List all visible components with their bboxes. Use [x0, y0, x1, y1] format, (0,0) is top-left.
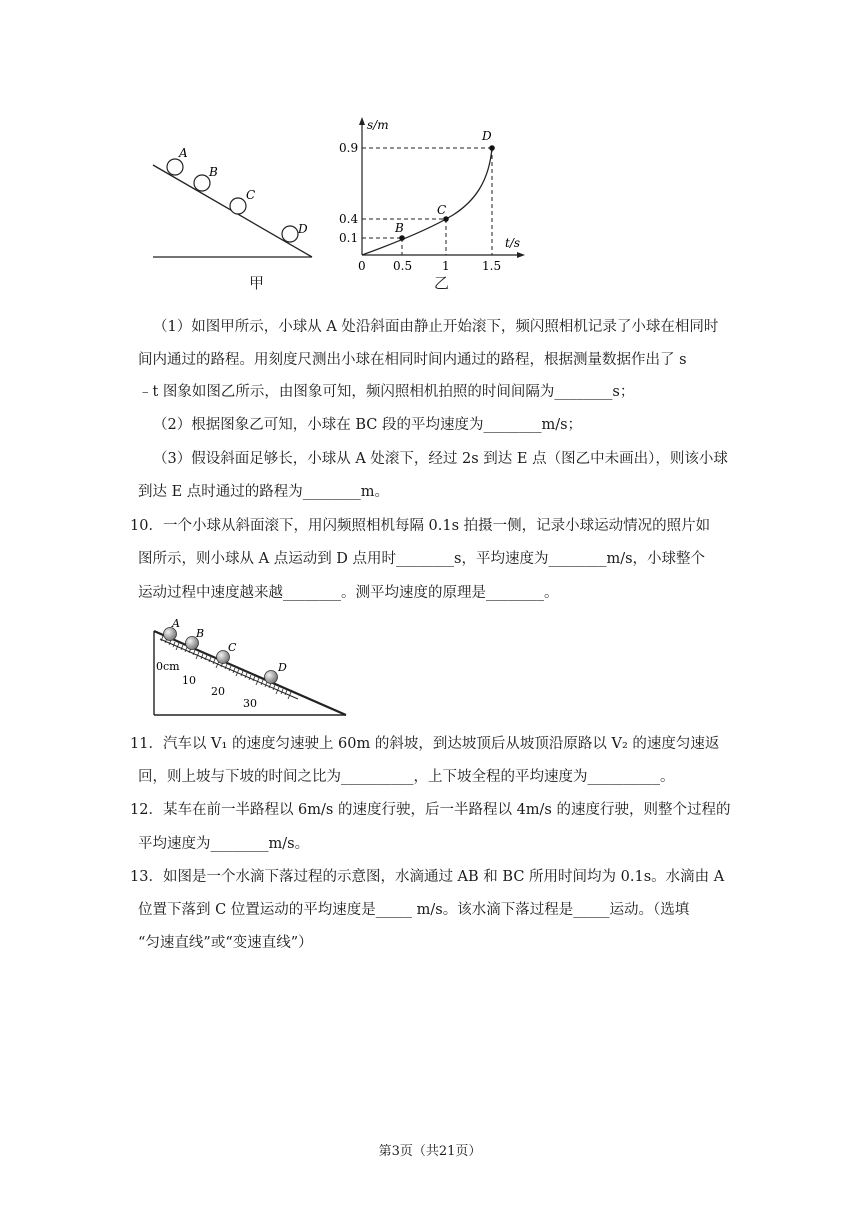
x-tick-1-5: 1.5: [482, 259, 502, 273]
figure-yi-graph: [335, 115, 525, 275]
q10-line2: 图所示，则小球从 A 点运动到 D 点用时________s，平均速度为________m/s，小球整个: [138, 551, 706, 567]
x-axis-label: t/s: [505, 236, 521, 250]
caption-yi: 乙: [434, 274, 450, 292]
point-b: [399, 235, 405, 241]
q10-ball-d: [265, 671, 278, 684]
q13-line1: 13．如图是一个水滴下落过程的示意图，水滴通过 AB 和 BC 所用时间均为 0.1s。水滴由 A: [130, 869, 725, 885]
y-tick-0-9: 0.9: [339, 141, 359, 155]
page-footer: 第3页（共21页）: [378, 1144, 482, 1159]
point-d-label: D: [482, 129, 492, 143]
q10-line1: 10．一个小球从斜面滚下，用闪频照相机每隔 0.1s 拍摄一侧，记录小球运动情况的照片如: [130, 518, 711, 534]
q10-line3: 运动过程中速度越来越________。测平均速度的原理是________。: [138, 585, 559, 601]
point-b-label: B: [395, 221, 404, 235]
q11-line1: 11．汽车以 V₁ 的速度匀速驶上 60m 的斜坡，到达坡顶后从坡顶沿原路以 V₂ 的速度匀速返: [130, 736, 720, 752]
ball-c: [230, 198, 246, 214]
ball-d: [282, 226, 298, 242]
label-c: C: [246, 188, 256, 202]
q10-label-b: B: [196, 627, 205, 640]
q10-label-a: A: [172, 617, 180, 630]
point-d: [489, 145, 495, 151]
q9-part3-line2: 到达 E 点时通过的路程为________m。: [138, 484, 390, 500]
q9-part2: （2）根据图象乙可知，小球在 BC 段的平均速度为________m/s；: [153, 417, 583, 433]
q9-part1-line2: 间内通过的路程。用刻度尺测出小球在相同时间内通过的路程，根据测量数据作出了 s: [138, 352, 687, 368]
y-tick-0-4: 0.4: [339, 212, 359, 226]
point-c-label: C: [437, 203, 447, 217]
label-a: A: [179, 146, 188, 160]
q12-line2: 平均速度为________m/s。: [138, 836, 310, 852]
q10-label-c: C: [228, 641, 237, 654]
q9-part3-line1: （3）假设斜面足够长，小球从 A 处滚下，经过 2s 到达 E 点（图乙中未画出），则该小球: [153, 451, 728, 467]
ball-a: [167, 159, 183, 175]
y-tick-0-1: 0.1: [339, 231, 359, 245]
q9-part1-line1: （1）如图甲所示，小球从 A 处沿斜面由静止开始滚下，频闪照相机记录了小球在相同时: [153, 319, 719, 335]
q12-line1: 12．某车在前一半路程以 6m/s 的速度行驶，后一半路程以 4m/s 的速度行驶，则整个过程的: [130, 802, 731, 818]
x-tick-1: 1: [442, 259, 450, 273]
label-b: B: [209, 165, 218, 179]
ruler-0cm: 0cm: [156, 660, 180, 673]
y-axis-label: s/m: [367, 118, 389, 132]
q13-line3: “匀速直线”或“变速直线”）: [138, 935, 313, 951]
label-d: D: [298, 222, 308, 236]
ruler-20: 20: [211, 685, 225, 698]
x-tick-0: 0: [358, 259, 366, 273]
q11-line2: 回，则上坡与下坡的时间之比为__________，上下坡全程的平均速度为__________。: [138, 769, 675, 785]
x-tick-0-5: 0.5: [393, 259, 413, 273]
ruler-10: 10: [182, 674, 196, 687]
caption-jia: 甲: [249, 274, 265, 292]
q13-line2: 位置下落到 C 位置运动的平均速度是_____ m/s。该水滴下落过程是_____运动。（选填: [138, 902, 690, 918]
figure-q10-incline: [148, 615, 353, 720]
q9-part1-line3: ﹣t 图象如图乙所示，由图象可知，频闪照相机拍照的时间间隔为________s；: [138, 384, 635, 400]
q10-label-d: D: [278, 661, 287, 674]
ruler-30: 30: [243, 697, 257, 710]
s-t-curve: [362, 148, 492, 255]
figure-jia: [140, 135, 330, 265]
point-c: [443, 216, 449, 222]
ball-b: [194, 175, 210, 191]
